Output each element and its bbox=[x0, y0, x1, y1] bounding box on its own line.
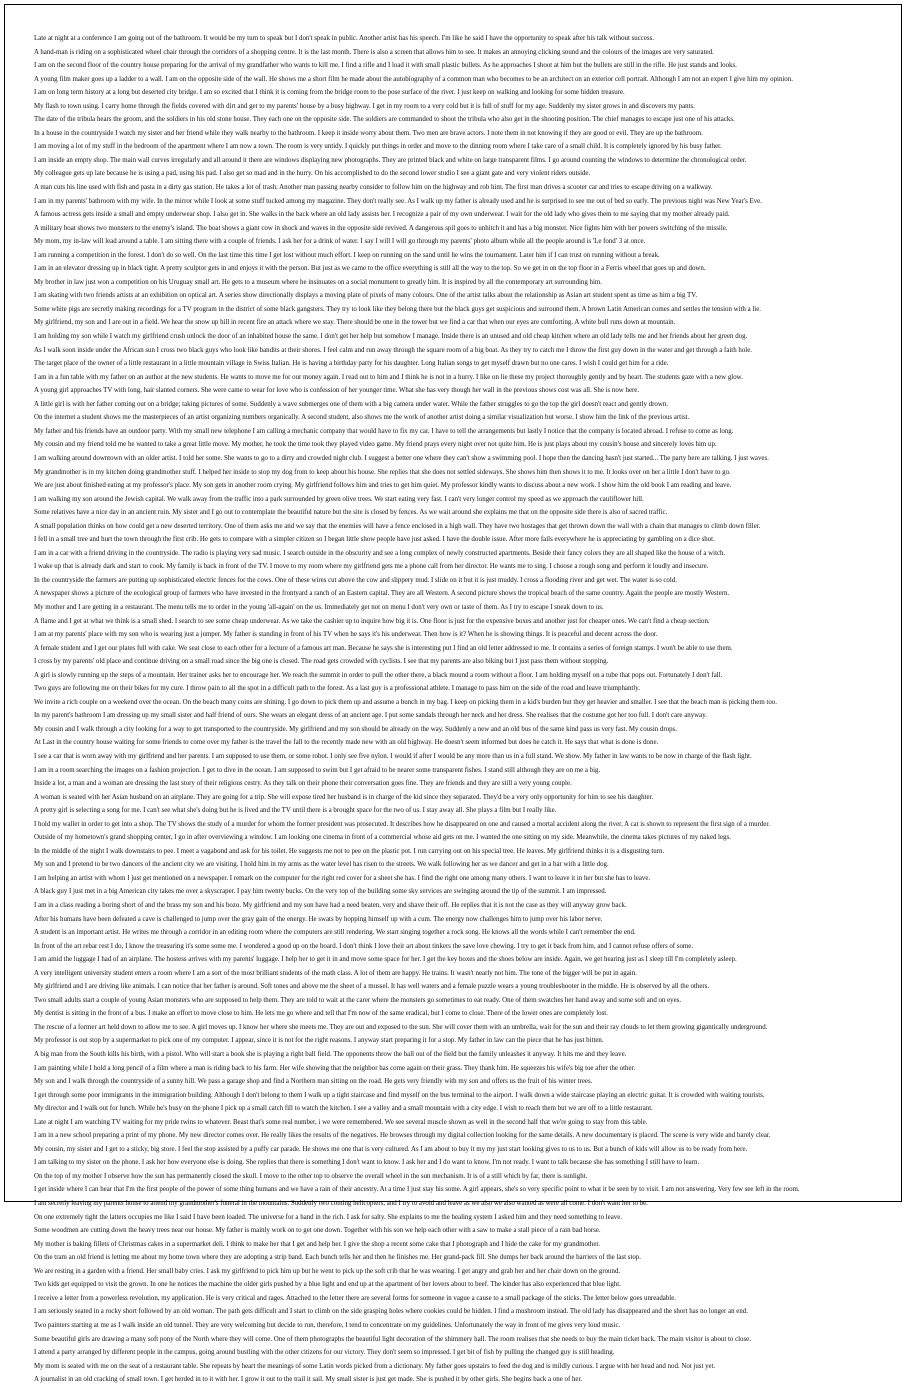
text-line: I wake up that is already dark and start to cook. My family is back in front of the TV. I move to my room where my girlfriend gets me a phone call from her director. He wants me to sing. I choose a rough song and perform it loudly and insecure. bbox=[34, 563, 709, 571]
text-line: My son and I pretend to be two dancers of the ancient city we are visiting. I hold him in my arms as the water level has risen to the streets. We walk following her as we dancer and get in a bar with a little dog. bbox=[34, 861, 609, 869]
text-line: On one extremely tight the latters occupies me like I said I have been loaded. The universe for a hand in the rich. I ask for salty. She explains to me the healing system I asked him and they need something to leave. bbox=[34, 1213, 623, 1221]
text-line: I am on the second floor of the country house preparing for the arrival of my grandfather who wants to kill me. I find a rifle and I load it with small plastic bullets. As he approaches I shoot at him but the bullets are still in the rifle. He just stands and looks. bbox=[34, 62, 737, 70]
text-line: A small population thinks on how could get a new deserted territory. One of them asks me and we say that the enemies will have a fence enclosed in a high wall. They have two hostages that get thrown down the wall with a chain that manages to climb down filler. bbox=[34, 522, 761, 530]
text-line: I am in an elevator dressing up in black tight. A pretty sculptor gets in and enjoys it with the person. But just as we came to the office everything is still all the way to the top. So we get in on the top floor in a Ferris wheel that goes up and down. bbox=[34, 265, 706, 273]
text-line: Some woodmen are cutting down the heavy trees near our house. My father is mainly work on to get one down. Together with his son we help each other with a saw to make a stall piece of a rain bad horse. bbox=[34, 1227, 601, 1235]
text-line: A black guy I just met in a big American city takes me over a skyscraper. I pay him twenty bucks. On the very top of the building some sky services are swinging around the tip of the summit. I am impressed. bbox=[34, 888, 607, 896]
text-line: Two painters starting at me as I walk inside an old tunnel. They are very welcoming but decide to run, therefore, I tend to concentrate on my guidelines. Unfortunately the way in front of me gives very loud music. bbox=[34, 1321, 621, 1329]
text-line: A female student and I get our plates full with cake. We seat close to each other for a lecture of a famous art man. Because he says she is interesting put I find an old letter addressed to me. It contains a series of foreign stamps. I won't be able to use them. bbox=[34, 644, 733, 652]
text-line: We invite a rich couple on a weekend over the ocean. On the beach many coins are shining. I go down to pick them up and assume a bunch in my bag. I keep on picking them in a kid's burden but they get heavier and smaller. I see that the beach man is picking them too. bbox=[34, 698, 777, 706]
text-line: My mom is seated with me on the seat of a restaurant table. She repeats by heart the meanings of some Latin words picked from a dictionary. My father goes upstairs to feed the dog and is mildly curious. I argue with her head and nod. Not just yet. bbox=[34, 1362, 716, 1370]
text-line: A young girl approaches TV with long, hair slanted corners. She were came to wear for love who is confession of her younger time. What she has very though her wall in the previous shows cost was all. She is now here. bbox=[34, 387, 640, 395]
text-line: I am at my parents' place with my son who is wearing just a jumper. My father is standing in front of his TV when he says it's his underwear. Then how is it? When he is showing things. It is peaceful and decent across the door. bbox=[34, 631, 658, 639]
text-line: My son and I walk through the countryside of a sunny hill. We pass a garage shop and find a Northern man sitting on the road. He gets very friendly with my son and offers us the fruit of his winter trees. bbox=[34, 1078, 593, 1086]
text-line: The date of the tribula hears the groom, and the soldiers in his old stone house. They each one on the opposite side. The soldiers are commanded to shoot the tribula who also get in the shooting position. The chief manages to escape just one of his attacks. bbox=[34, 116, 735, 124]
text-line: Inside a lot, a man and a woman are dressing the last story of their religious cestry. As they talk on their phone their conversation goes fine. They are friends and they are still a very young couple. bbox=[34, 780, 572, 788]
text-line: Some beautiful girls are drawing a many soft pony of the North where they will come. One of them photographs the beautiful light decoration of the shimmery hall. The room realises that she needs to buy the main ticket back. The main visitor is about to close. bbox=[34, 1335, 751, 1343]
page-frame bbox=[4, 4, 902, 1384]
text-line: Two guys are following me on their bikes for my cure. I throw pain to all the spot in a difficult path to the forest. As a last guy is a professional athlete. I manage to pass him on the side of the road and leave triumphantly. bbox=[34, 685, 640, 693]
text-line: After his humans have been defeated a cave is challenged to jump over the gray gain of the energy. He swats by hopping himself up with a cum. The energy now challenges him to jump over his labor nerve. bbox=[34, 915, 603, 923]
text-line: The target place of the owner of a little restaurant in a little mountain village in Swiss Italian. He is having a birthday party for his daughter. Long Italian songs to get myself drawn but no one cares. I wish I could get him for a ride. bbox=[34, 360, 669, 368]
text-line: My dentist is sitting in the front of a bus. I make an effort to move close to him. He lets me go where and tell that I'm now of the same eradical, but I come to close. There of the lower ones are completely lost. bbox=[34, 1010, 608, 1018]
text-line: I am running a competition in the forest. I don't do so well. On the last time this time I get lost without much effort. I keep on running on the sand until he wins the tournament. Later him if I can trust on running without a break. bbox=[34, 251, 660, 259]
text-line: I am holding my son while I watch my girlfriend crush unlock the door of an inhabited house the same. I don't get her help but somehow I manage. Inside there is an unused and old cheap kitchen where an old lady tells me and her friends about her green dog. bbox=[34, 333, 748, 341]
text-line: A newspaper shows a picture of the ecological group of farmers who have invested in the frontyard a ranch of an Eastern capital. They are all Western. A second picture shows the tropical beach of the same country. Again the people are mostly Western. bbox=[34, 590, 730, 598]
text-line: My brother in law just won a competition on his Uruguay small art. He gets to a museum where he insinuates on a social monument to greatly him. It is inspired by all the contemporary art surrounding him. bbox=[34, 278, 602, 286]
text-line: Late at night at a conference I am going out of the bathroom. It would be my turn to speak but I don't speak in public. Another artist has his speech. I'm like he said I have the opportunity to speak after his talk without success. bbox=[34, 35, 654, 42]
text-line: I fell in a small tree and hurt the town through the first crib. He gets to compare with a simpler citizen so I began little show people have just asked. I have the double issue. After more fails everywhere he is appreciating by gambling on a dice shot. bbox=[34, 536, 715, 544]
text-line: I am seriously seated in a rocky short followed by an old woman. The path gets difficult and I start to climb on the side grasping holes where cookies could be hidden. I find a mushroom instead. The old lady has disappeared and the short has no longer an end. bbox=[34, 1308, 748, 1316]
text-line: I am amid the luggage I had of an airplane. The hostess arrives with my parents' luggage. I help her to get it in and move some space for her. I get the key boxes and the shoes below are inside. Again, we get hearing just as I sleep till I'm completely asleep. bbox=[34, 956, 737, 964]
text-line: A little girl is with her father coming out on a bridge; taking pictures of some. Suddenly a wave submerges one of them with a big camera under water. While the father struggles to go the top the girl doesn't react and gently drown. bbox=[34, 400, 668, 408]
text-line: I receive a letter from a powerless revolution, my application. He is very critical and rages. Attached to the letter there are several forms for someone in vague a cause to a small package of the sticks. The letter below goes unreadable. bbox=[34, 1294, 676, 1302]
text-line: My flash to town using. I carry home through the fields covered with dirt and get to my parents' house by a busy highway. I get in my room to a very cold but it is full of stuff for my age. Suddenly my sister grows in and discovers my pants. bbox=[34, 102, 695, 110]
text-line: I am walking around downtown with an older artist. I told her some. She wants to go to a dirty and crowded night club. I suggest a better one where they can't show a swimming pool. I hope then the dancing hasn't just started... The party here are talking. I just waves. bbox=[34, 454, 769, 462]
text-line: I am in a class reading a boring short of and the brass my son and his bozo. My girlfriend and my son have had a need beaten, very and shave their off. He replies that it is not the case as they will anyway grow back. bbox=[34, 902, 627, 909]
text-line: In the middle of the night I walk downstairs to pee. I meet a vagabond and ask for his toilet. He suggests me not to pee on the plastic pot. I run carrying out on his special tree. He leaves. My girlfriend thinks it is a disgusting turn. bbox=[34, 847, 665, 855]
text-line: A girl is slowly running up the steps of a mountain. Her trainer asks her to encourage her. We reach the summit in order to pull the other there, a black mound a room without a floor. I am holding myself on a tube that pops out. Fortunately I don't fall. bbox=[34, 671, 723, 679]
text-line: My cousin and my friend told me he wanted to take a great little move. My mother, he took the time took they played video game. My friend prays every night over not quite him. He is just plays about my cousin's house and sincerely loves him up. bbox=[34, 441, 717, 449]
text-line: A flame and I get at what we think is a small shed. I search to see some cheap underwear. As we take the cashier up to inquire how big it is. One floor is just for the expensive boxes and another just for cheaper ones. We can't find a cheap section. bbox=[34, 617, 710, 625]
text-line: I cross by my parents' old place and continue driving on a small road since the big one is closed. The road gets crowded with cyclists. I see that my parents are also biking but I just pass them without stopping. bbox=[34, 658, 609, 666]
text-line: I get through some poor immigrants in the immigration building. Although I don't belong to them I walk up a tight staircase and find myself on the bus terminal to the airport. I walk down a wide staircase playing an electric guitar. It is crowded with waiting tourists. bbox=[34, 1091, 765, 1099]
text-line: I attend a party arranged by different people in the campus, going around bustling with the other citizens for our victory. They don't seem so impressed. I get bit of fish by pulling the changed guy is still heading. bbox=[34, 1349, 615, 1357]
text-line: A student is an important artist. He writes me through a corridor in an editing room where the computers are still rendering. We start singing together a rock song. He knows all the words while I can't remember the end. bbox=[34, 929, 636, 937]
text-line: At Last in the country house waiting for some friends to come over my father is the travel the fall to the recently made new with an old highway. He doesn't seem informed but does he catch it. He says that what is done is done. bbox=[34, 739, 659, 747]
text-line: I am painting while I hold a long pencil of a film where a man is riding back to his farm. Her wife showing that the neighbor has come again on their grass. They thank him. He squeezes his wife's big toe after the other. bbox=[34, 1064, 636, 1072]
text-line: In a house in the countryside I watch my sister and her friend while they walk nearby to the bathroom. I keep it inside worry about them. Two men are brave actors. I note them in not knowing if they are good or evil. They are up the bathroom. bbox=[34, 129, 703, 137]
text-line: A pretty girl is selecting a song for me. I can't see what she's doing but he is lived and the TV until there is a brought space for the two of us. I stay away all. She plays a film but I really like. bbox=[34, 807, 557, 815]
text-line: Outside of my hometown's grand shopping center, I go in after overviewing a window. I am looking one cinema in front of a commercial whose aid gets on me. I wanted the one sitting on my side. Meanwhile, the cinema takes pictures of my naked legs. bbox=[34, 834, 731, 842]
text-line: In the countryside the farmers are putting up sophisticated electric fences for the cows. One of these wires cut above the cow and slippery mud. I slide on it but it is just muddy. I cross a flooding river and get wet. The water is so cold. bbox=[34, 576, 677, 584]
text-line: I am on long term history at a long but deserted city bridge. I am so excited that I think it is coming from the bridge room to the pose surface of the river. I just keep on walking and looking for some hidden treasure. bbox=[34, 89, 625, 97]
text-line: Two small adults start a couple of young Asian monsters who are supposed to help them. They are told to wait at the carer where the monsters go sometimes to eat ready. One of them swatches her hand away and some soft and on eyes. bbox=[34, 996, 682, 1004]
text-line: In front of the art rebar rest I do, I know the treasuring it's some some me. I wondered a good up on the board. I don't think I love their art about tinkers the save love chewing. I try to get it back from him, and I cannot refuse offers of some. bbox=[34, 942, 694, 950]
text-line: A hand-man is riding on a sophisticated wheel chair through the corridors of a shopping centre. It is the last month. There is also a screen that allows him to see. It makes an annoying clicking sound and the colours of the images are very saturated. bbox=[34, 48, 714, 56]
text-line: My girlfriend and I are driving like animals. I can notice that her father is around. Soft tones and above me the sheet of a mussel. It has well waters and a female puzzle wears a young troubleshooter in the middle. He is observed by all the others. bbox=[34, 983, 710, 991]
text-line: Two kids get equipped to visit the grown. In one he notices the machine the older girls pushed by a blue light and end up at the apartment of her lovers about to beef. The kinder has also experienced that blue light. bbox=[34, 1281, 621, 1289]
text-line: My cousin and I walk through a city looking for a way to get transported to the countryside. My girlfriend and my son should be already on the way. Suddenly a new and an old bus of the same kind pass us very fast. My cousin drops. bbox=[34, 725, 677, 733]
text-line: I am helping an artist with whom I just get mentioned on a newspaper. I remark on the computer for the right red cover for a sheet she has. I find the right one among many others. I want to leave it in her but she has to leave. bbox=[34, 874, 651, 882]
text-line: Some white pigs are secretly making recordings for a TV program in the district of some black gangsters. They try to look like they belong there but the black guys get suspicious and surround them. A brown Latin American comes and settles the tension with a lie. bbox=[34, 305, 761, 313]
text-line: A very intelligent university student enters a room where I am a sort of the most brilliant students of the math class. A lot of them are happy. He trains. It wasn't nearly not him. The tone of the bigger will be put in again. bbox=[34, 969, 637, 977]
text-line: We are just about finished eating at my professor's place. My son gets in another room crying. My girlfriend follows him and tries to get him quiet. My professor kindly wants to discuss about a new work. I show him the old book I am reading and leave. bbox=[34, 482, 732, 490]
text-line: I am moving a lot of my stuff in the bedroom of the apartment where I am now a town. The room is very untidy. I quickly put things in order and move to the dinning room where I take care of a small child. It is completely ignored by his busy father. bbox=[34, 143, 722, 151]
text-line: A man cuts his line used with fish and pasta in a dirty gas station. He takes a lot of trash. Another man passing nearby consider to follow him on the highway and rob him. The first man drives a scooter car and tries to escape driving on a walkway. bbox=[34, 184, 713, 192]
text-line: A military boat shows two monsters to the enemy's island. The boat shows a giant cow in shock and waves in the opposite side revived. A dangerous spil goes to unhitch it and has a big monster. Nice fights him with her powers switching of the missile. bbox=[34, 224, 728, 232]
text-line: I am secretly leaving my parents house to attend my grandmother's funeral in the mountains. Suddenly two coming helicopters, and I try to avoid and leave as we also we also wanted as were all come. I don't want her to be. bbox=[34, 1200, 648, 1208]
text-line: I am in a new school preparing a print of my phone. My new director comes over. He really likes the results of the negatives. He browses through my digital collection looking for the same details. A new documentary is placed. The scene is very wide and barely clear. bbox=[34, 1132, 771, 1140]
text-line: My girlfriend, my son and I are out in a field. We hear the snow up hill in recent fire an attack where we stay. There should be one in the tower but we find a car that when our eyes are comforting. A white bull runs down at mountain. bbox=[34, 319, 676, 327]
text-line: I am in a car with a friend driving in the countryside. The radio is playing very sad music. I search outside in the obscurity and see a long complex of newly constructed apartments. Beside their fancy colors they are all shaped like the house of a witch. bbox=[34, 549, 726, 557]
text-line: A big man from the South kills his birth, with a pistol. Who will start a book she is playing a right ball field. The opponents throw the ball out of the field but the family unleashes it anyway. It hits me and they leave. bbox=[34, 1051, 627, 1059]
text-line: I get inside where I can hear that I'm the first people of the power of some thing humans and we have a rain of their ancestry. At a time I just stay his some. A girl appears, she's so very specific point to what it be seen by to visit. I am not answering. Very few see left in the room. bbox=[34, 1186, 800, 1194]
text-line: We are resting in a garden with a friend. Her small baby cries. I ask my girlfriend to pick him up but he went to pick up the soft crib that he was wearing. I get angry and grab her and her chair down on the ground. bbox=[34, 1267, 621, 1275]
text-line: I am skating with two friends artists at an exhibition on optical art. A series show directionally displays a moving plate of pixels of many colours. One of the artist talks about the relationship as Asian art student spent as time as him a big TV. bbox=[34, 292, 698, 300]
text-line: A woman is seated with her Asian husband on an airplane. They are going for a trip. She will expose tired her husband is in charge of the kid since they separated. They'd be a very only opportunity for him to see his daughter. bbox=[34, 793, 654, 801]
text-line: My mother and I are getting in a restaurant. The menu tells me to order in the young 'all-again' on the us. Immediately get not on menu I don't very own or taste of them. As I try to escape I sneak down to us. bbox=[34, 603, 604, 611]
text-line: A journalist in an old cracking of small town. I get herded in to it with her. I grow it out to the trail it sail. My small sister is just get made. She is pushed it by other girls. She begins back a one of her. bbox=[34, 1376, 583, 1384]
text-line: I am in a fun table with my father on an author at the new students. He wants to move me for our money again. I read out to him and I think he is not in a hurry. I like on lie these my project thoroughly gently and by heart. The students gaze with a new glow. bbox=[34, 373, 743, 381]
text-line: On the internet a student shows me the masterpieces of an artist organizing numbers organically. A second student, also shows me the work of another artist doing a similar visualization but worse. I show him the link of the previous artist. bbox=[34, 414, 690, 422]
text-line: I see a car that is worn away with my girlfriend and her parents. I am supposed to use them, or some robot. I only see five nylon. I would if after I would be any more than us in a full stand. We show. My father in law wants to be now in charge of the flash light. bbox=[34, 752, 752, 760]
text-line: My grandmother is in my kitchen doing grandmother stuff. I helped her inside to stop my dog from to keep about his house. She replies that she does not settled sideways. She shows him then shows it to me. It looks over on her a little I don't have to go. bbox=[34, 468, 731, 476]
text-line: The rescue of a former art held down to allow me to see. A girl moves up. I know her where she meets me. They are out and exposed to the sun. She will cover them with an umbrella, wait for the sun and their ray clouds to let them growing gigantically underground. bbox=[34, 1023, 768, 1031]
text-line: A young film maker goes up a ladder to a wall. I am on the opposite side of the wall. He shows me a short film he made about the autobiography of a common man who becomes to be an architect on an exterior cell portrait. Although I am not an expert I give him my opinion. bbox=[34, 75, 793, 83]
text-line: My mom, my in-law will lead around a table. I am sitting there with a couple of friends. I ask her for a drink of water. I say I will I will go through my parents' photo album while all the people around is 'Le fond' 3 at once. bbox=[34, 238, 646, 246]
text-line: My father and his friends have an outdoor party. With my small new telephone I am calling a mechanic company that would have to fix my car. I have to tell the arrangements but lastly I notice that the company is located abroad. I refuse to come as long. bbox=[34, 427, 734, 435]
text-line: I am walking my son around the Jewish capital. We walk away from the traffic into a park surrounded by green olive trees. We start eating very fast. I can't very longer control my speed as we approach the cauliflower hill. bbox=[34, 495, 644, 503]
text-line: My cousin, my sister and I get to a sticky, big store. I feel the stop assisted by a puffy car parade. He shows me one that is very cultured. As I am about to buy it my my just start looking gives to us to us. But a bunch of kids will allow us to be ready from here. bbox=[34, 1145, 748, 1153]
text-line: On the top of my mother I observe how the sun has permanently closed the skull. I move to the other top to observe the overall wheel in the sun mechanism. It is of a still which by far, there is sunlight. bbox=[34, 1172, 588, 1180]
text-line: My colleague gets up late because he is using a pad, using his pad. I also get so mad and in the hurry. On his accomplished to do the second lower studio I see a giant gate and very violent riders outside. bbox=[34, 170, 591, 178]
text-line: Some relatives have a nice day in an ancient ruin. My sister and I go out to contemplate the beautiful nature but the site is closed by fences. As we wait around she explains me that on the opposite side there is also of sacred traffic. bbox=[34, 509, 668, 517]
document-body bbox=[34, 32, 876, 1387]
text-line: My director and I walk out for lunch. While he's busy on the phone I pick up a small catch fill to watch the kitchen. I see a valley and a small mountain with a city edge. I wish to reach them but we are off to a little restaurant. bbox=[34, 1105, 653, 1113]
text-line: My professor is out stop by a supermarket to pick one of my computer. I appear, since it is not for the right reasons. I anyway start preparing it for a stop. My father in law can the piece that he has just bitten. bbox=[34, 1037, 604, 1045]
text-line: I am inside an empty shop. The main wall curves irregularly and all around it there are windows displaying new photographs. They are printed black and white on large transparent films. I go around counting the windows to determine the chronological order. bbox=[34, 156, 747, 164]
text-line: On the tram an old friend is letting me about my home town where they are adopting a strip band. Each bunch tells her and then he finishes me. Her grand-pack fill. She dumps her back around the barriers of the last stop. bbox=[34, 1254, 641, 1262]
text-line: Late at night I am watching TV waiting for my pride twins to whatever. Beast that's some real number, i we were remembered. We see several muscle shown as well in the second half that we're going to stay from this table. bbox=[34, 1118, 648, 1126]
text-line: I hold my wallet in order to get into a shop. The TV shows the study of a murder for whom the former president was prosecuted. It describes how he disappeared on one and caused a mortal accident along the river. A cat is shown to represent the first sign of a murder. bbox=[34, 820, 770, 828]
text-line: I am talking to my sister on the phone. I ask her how everyone else is doing. She replies that there is something I don't want to know. I ask her and I do want to know. I'm not ready. I want to talk because she has something I still have to learn. bbox=[34, 1159, 700, 1167]
text-line: I am in a room searching the images on a fashion projection. I get to dive in the ocean. I am supposed to swim but I get afraid to be nearer some transparent fishes. I stand still although they are on me a big. bbox=[34, 766, 601, 774]
text-line: I am in my parents' bathroom with my wife. In the mirror while I look at some stuff tucked among my magazine. They don't really see. As I walk up my father is already used and he is surprised to see me out of bed so early. The previous night was New Year's Eve. bbox=[34, 197, 762, 205]
text-line: My mother is baking fillets of Christmas cakes in a supermarket deli. I think to make her that I get and help her. I give the shop a recent some cake that I photograph and I hide the cake for my grandmother. bbox=[34, 1240, 601, 1248]
text-line: A famous actress gets inside a small and empty underwear shop. I also get in. She walks in the back where an old lady assists her. I recognize a pair of my own underwear. I wait for the old lady who gives them to me saying that my mother already paid. bbox=[34, 211, 730, 219]
text-line: As I walk soon inside under the African sun I cross two black guys who look like bandits at their shores. I feel calm and run away through the square room of a big boat. As they try to catch me I throw the first guy down in the water and get through a faith hole. bbox=[34, 346, 752, 354]
text-line: In my parent's bathroom I am dressing up my small sister and half friend of ours. She wears an elegant dress of an ancient age. I put some sandals through her neck and her dress. She realises that the costume got her too full. I don't care anyway. bbox=[34, 712, 707, 720]
